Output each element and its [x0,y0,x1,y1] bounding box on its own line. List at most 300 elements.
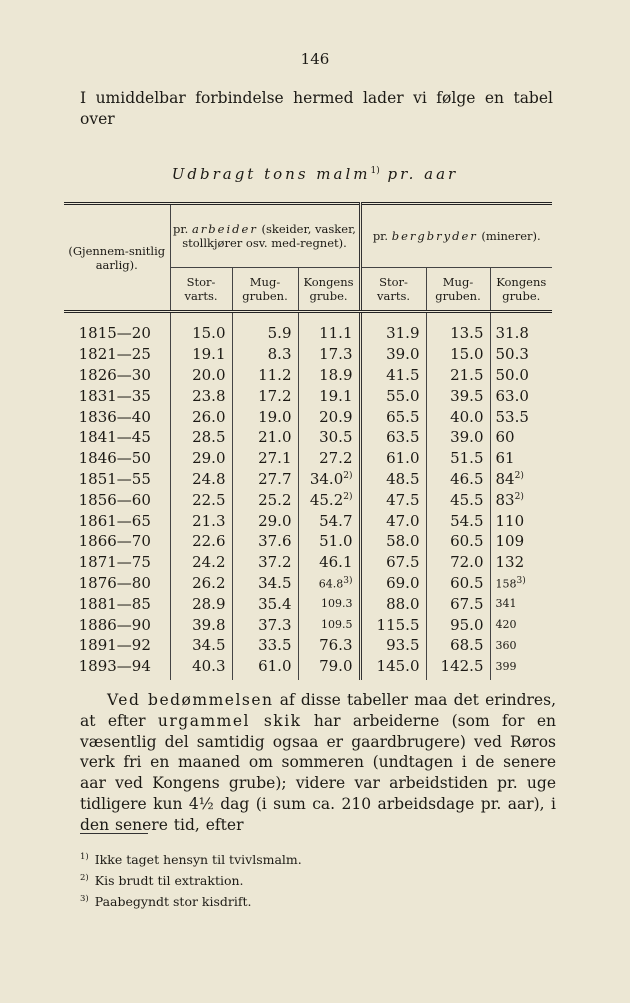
period-cell [64,344,170,365]
value-cell [490,312,552,344]
group-header-prefix: pr. [372,229,392,243]
cell-text: 109.5 [321,618,353,632]
cell-text: 15.0 [192,324,226,343]
footnote [80,890,550,911]
table-row [64,531,552,552]
period-cell [64,593,170,614]
value-cell [298,427,360,448]
cell-text: 109 [495,532,525,551]
cell-text: 15.0 [450,345,484,364]
period-cell [64,448,170,469]
cell-text: 145.0 [376,657,420,676]
cell-text: 72.0 [450,553,484,572]
value-cell [360,552,426,573]
sub-header: Mug-gruben. [426,268,490,312]
cell-text: 1821—25 [78,345,151,364]
value-cell [360,365,426,386]
table-caption [0,165,630,183]
value-cell [298,448,360,469]
cell-text: 69.0 [386,573,420,592]
value-cell [298,552,360,573]
value-cell [232,552,298,573]
value-cell [298,469,360,490]
cell-text: 34.5 [258,573,292,592]
footnote-ref: 2) [514,470,524,481]
body-emphasis: Ved bedømmelsen [107,691,274,709]
group-header-bergbryder [360,204,552,268]
cell-text: 26.0 [192,407,226,426]
period-cell [64,573,170,594]
cell-text: 29.0 [192,449,226,468]
cell-text: 27.2 [319,449,353,468]
period-cell [64,427,170,448]
value-cell [426,593,490,614]
cell-text: 17.2 [258,386,292,405]
cell-text: 1856—60 [78,490,151,509]
cell-text: 34.5 [192,636,226,655]
cell-text: 39.5 [450,386,484,405]
footnote [80,848,550,869]
cell-text: 17.3 [319,345,353,364]
cell-text: 46.5 [450,469,484,488]
value-cell [232,344,298,365]
value-cell [490,614,552,635]
value-cell [426,365,490,386]
cell-text: 54.5 [450,511,484,530]
value-cell [490,531,552,552]
footnote-ref: 3) [343,575,353,586]
group-header-rest: (skeider, vasker, stollkjører osv. med-regnet). [182,222,356,250]
value-cell [490,593,552,614]
value-cell [232,573,298,594]
group-header-rest: (minerer). [477,229,541,243]
footnote-text: Paabegyndt stor kisdrift. [94,894,252,910]
value-cell [360,635,426,656]
value-cell [360,614,426,635]
value-cell [298,406,360,427]
value-cell [170,344,232,365]
value-cell [232,656,298,680]
table-row [64,573,552,594]
cell-text: 93.5 [386,636,420,655]
cell-text: 13.5 [450,324,484,343]
cell-text: 1891—92 [78,636,151,655]
cell-text: 63.5 [386,428,420,447]
value-cell [426,552,490,573]
value-cell [426,489,490,510]
table-row [64,406,552,427]
table-row [64,552,552,573]
value-cell [232,635,298,656]
cell-text: 26.2 [192,573,226,592]
cell-text: 24.8 [192,469,226,488]
cell-text: 20.9 [319,407,353,426]
period-cell [64,614,170,635]
value-cell [360,385,426,406]
value-cell [360,406,426,427]
value-cell [360,573,426,594]
table-row [64,385,552,406]
value-cell [232,365,298,386]
value-cell [426,573,490,594]
period-cell [64,510,170,531]
value-cell [170,531,232,552]
footnote-mark: 2) [80,873,89,884]
cell-text: 88.0 [386,594,420,613]
cell-text: 60.5 [450,573,484,592]
footnote-mark: 1) [80,852,89,862]
value-cell [426,448,490,469]
cell-text: 341 [495,597,517,611]
cell-text: 34.0 [309,469,344,488]
value-cell [360,510,426,531]
caption-footnote-mark: 1) [370,166,380,176]
value-cell [490,406,552,427]
cell-text: 64.8 [318,577,344,591]
value-cell [426,344,490,365]
value-cell [426,635,490,656]
value-cell [170,593,232,614]
value-cell [298,531,360,552]
cell-text: 41.5 [386,365,420,384]
value-cell [232,312,298,344]
cell-text: 45.5 [450,490,484,509]
table-row [64,593,552,614]
cell-text: 61.0 [386,449,420,468]
body-text: af disse tabeller maa det erindres, at efter [80,691,556,730]
cell-text: 37.2 [258,553,292,572]
cell-text: 51.0 [319,532,353,551]
value-cell [298,510,360,531]
period-cell [64,406,170,427]
cell-text: 1866—70 [78,532,151,551]
cell-text: 31.8 [495,324,529,343]
cell-text: 23.8 [192,386,226,405]
value-cell [490,635,552,656]
value-cell [426,427,490,448]
table-row [64,510,552,531]
table-row [64,635,552,656]
value-cell [426,656,490,680]
cell-text: 48.5 [386,469,420,488]
cell-text: 28.5 [192,428,226,447]
value-cell [232,614,298,635]
cell-text: 132 [495,553,525,572]
value-cell [170,552,232,573]
cell-text: 19.1 [319,386,353,405]
value-cell [298,573,360,594]
cell-text: 109.3 [321,597,353,611]
value-cell [170,406,232,427]
cell-text: 1831—35 [78,386,151,405]
cell-text: 1841—45 [78,428,151,447]
cell-text: 67.5 [450,594,484,613]
value-cell [298,489,360,510]
cell-text: 360 [495,638,517,652]
value-cell [490,427,552,448]
cell-text: 46.1 [319,553,353,572]
cell-text: 54.7 [319,511,353,530]
cell-text: 1871—75 [78,553,151,572]
cell-text: 115.5 [376,615,420,634]
cell-text: 84 [495,469,515,488]
cell-text: 50.0 [495,365,529,384]
value-cell [426,312,490,344]
period-cell [64,552,170,573]
value-cell [298,614,360,635]
cell-text: 33.5 [258,636,292,655]
value-cell [232,531,298,552]
value-cell [170,510,232,531]
table-row [64,344,552,365]
value-cell [490,552,552,573]
period-cell [64,656,170,680]
footnote-ref: 3) [516,575,526,586]
cell-text: 18.9 [319,365,353,384]
footnote-ref: 2) [343,470,353,481]
cell-text: 40.3 [192,657,226,676]
value-cell [490,344,552,365]
cell-text: 1851—55 [78,469,151,488]
footnotes [80,848,550,911]
footnote-mark: 3) [80,894,89,905]
cell-text: 37.6 [258,532,292,551]
period-cell [64,312,170,344]
footnote [80,869,550,890]
period-cell [64,469,170,490]
cell-text: 47.5 [386,490,420,509]
cell-text: 22.5 [192,490,226,509]
cell-text: 399 [495,659,517,673]
body-emphasis: urgammel skik [157,711,302,730]
cell-text: 61 [495,449,515,468]
cell-text: 35.4 [258,594,292,613]
cell-text: 63.0 [495,386,529,405]
value-cell [232,406,298,427]
group-header-emphasis: arbeider [191,222,258,236]
value-cell [490,489,552,510]
value-cell [232,385,298,406]
value-cell [360,489,426,510]
value-cell [298,635,360,656]
value-cell [426,510,490,531]
caption-suffix: pr. aar [379,165,459,183]
cell-text: 65.5 [386,407,420,426]
cell-text: 1826—30 [78,365,151,384]
cell-text: 61.0 [258,657,292,676]
footnote-text: Kis brudt til extraktion. [94,873,244,889]
cell-text: 25.2 [258,490,292,509]
value-cell [170,614,232,635]
group-header-emphasis: bergbryder [391,229,478,243]
footnote-divider [80,833,148,834]
footnote-ref: 2) [514,491,524,502]
cell-text: 19.1 [192,345,226,364]
period-cell [64,385,170,406]
value-cell [490,469,552,490]
cell-text: 1893—94 [78,657,151,676]
sub-header: Kongens grube. [298,268,360,312]
table-row [64,312,552,344]
value-cell [170,312,232,344]
group-header-arbeider [170,204,360,268]
value-cell [232,489,298,510]
cell-text: 27.7 [258,469,292,488]
group-header-prefix: pr. [173,222,192,236]
cell-text: 68.5 [450,636,484,655]
value-cell [490,385,552,406]
cell-text: 27.1 [258,449,292,468]
cell-text: 83 [495,490,515,509]
value-cell [360,344,426,365]
cell-text: 11.2 [258,365,292,384]
cell-text: 20.0 [192,365,226,384]
cell-text: 39.0 [386,345,420,364]
table-row [64,489,552,510]
cell-text: 1836—40 [78,407,151,426]
cell-text: 76.3 [319,636,353,655]
table-row [64,614,552,635]
intro-paragraph: I umiddelbar forbindelse hermed lader vi følge en tabel over [80,89,553,128]
sub-header: Stor-varts. [360,268,426,312]
period-cell [64,531,170,552]
value-cell [232,469,298,490]
cell-text: 28.9 [192,594,226,613]
sub-header: Stor-varts. [170,268,232,312]
cell-text: 21.3 [192,511,226,530]
cell-text: 5.9 [267,324,292,343]
cell-text: 19.0 [258,407,292,426]
cell-text: 95.0 [450,615,484,634]
cell-text: 24.2 [192,553,226,572]
period-cell [64,635,170,656]
cell-text: 1861—65 [78,511,151,530]
value-cell [298,593,360,614]
page-number: 146 [300,50,330,68]
value-cell [426,469,490,490]
value-cell [170,469,232,490]
ore-output-table [64,202,552,680]
cell-text: 79.0 [319,657,353,676]
value-cell [232,448,298,469]
value-cell [360,656,426,680]
period-cell [64,365,170,386]
value-cell [170,365,232,386]
cell-text: 1815—20 [78,324,151,343]
cell-text: 8.3 [267,345,292,364]
value-cell [360,593,426,614]
cell-text: 1876—80 [78,573,151,592]
cell-text: 31.9 [386,324,420,343]
cell-text: 60.5 [450,532,484,551]
value-cell [490,448,552,469]
footnote-text: Ikke taget hensyn til tvivlsmalm. [94,852,302,868]
cell-text: 55.0 [386,386,420,405]
period-header: (Gjennem-snitlig aarlig). [64,204,170,312]
cell-text: 30.5 [319,428,353,447]
body-text: har arbeiderne (som for en væsentlig del samtidig ogsaa er gaardbrugere) ved Røros verk fri en maaned om sommeren (undtagen i de senere aar ved Kongens grube); videre var arbeidstiden pr. uge tidligere kun 4½ dag (i sum ca. 210 arbeidsdage pr. aar), i den senere tid, efter [80,711,556,834]
cell-text: 50.3 [495,345,529,364]
cell-text: 60 [495,428,515,447]
cell-text: 58.0 [386,532,420,551]
cell-text: 11.1 [319,324,353,343]
cell-text: 29.0 [258,511,292,530]
value-cell [232,593,298,614]
cell-text: 39.8 [192,615,226,634]
value-cell [170,385,232,406]
cell-text: 1886—90 [78,615,151,634]
value-cell [170,573,232,594]
value-cell [170,489,232,510]
cell-text: 39.0 [450,428,484,447]
cell-text: 420 [495,618,517,632]
value-cell [426,531,490,552]
cell-text: 40.0 [450,407,484,426]
value-cell [360,448,426,469]
cell-text: 110 [495,511,525,530]
value-cell [360,427,426,448]
value-cell [298,385,360,406]
table-row [64,656,552,680]
value-cell [170,656,232,680]
cell-text: 22.6 [192,532,226,551]
value-cell [170,427,232,448]
cell-text: 142.5 [440,657,484,676]
value-cell [170,635,232,656]
value-cell [232,510,298,531]
cell-text: 67.5 [386,553,420,572]
cell-text: 47.0 [386,511,420,530]
footnote-ref: 2) [343,491,353,502]
body-paragraph [80,690,556,836]
value-cell [298,365,360,386]
cell-text: 1846—50 [78,449,151,468]
table-row [64,365,552,386]
value-cell [490,510,552,531]
cell-text: 51.5 [450,449,484,468]
cell-text: 53.5 [495,407,529,426]
table-row [64,448,552,469]
sub-header: Mug-gruben. [232,268,298,312]
value-cell [360,531,426,552]
value-cell [490,365,552,386]
table-row [64,427,552,448]
cell-text: 1881—85 [78,594,151,613]
value-cell [298,656,360,680]
caption-text: Udbragt tons malm [171,165,371,183]
cell-text: 158 [495,577,517,591]
value-cell [426,385,490,406]
cell-text: 45.2 [309,490,344,509]
value-cell [360,469,426,490]
table-row [64,469,552,490]
value-cell [298,344,360,365]
period-cell [64,489,170,510]
value-cell [360,312,426,344]
value-cell [426,614,490,635]
value-cell [298,312,360,344]
cell-text: 21.0 [258,428,292,447]
value-cell [170,448,232,469]
value-cell [426,406,490,427]
cell-text: 37.3 [258,615,292,634]
value-cell [490,573,552,594]
cell-text: 21.5 [450,365,484,384]
value-cell [490,656,552,680]
value-cell [232,427,298,448]
sub-header: Kongens grube. [490,268,552,312]
table-body [64,312,552,680]
